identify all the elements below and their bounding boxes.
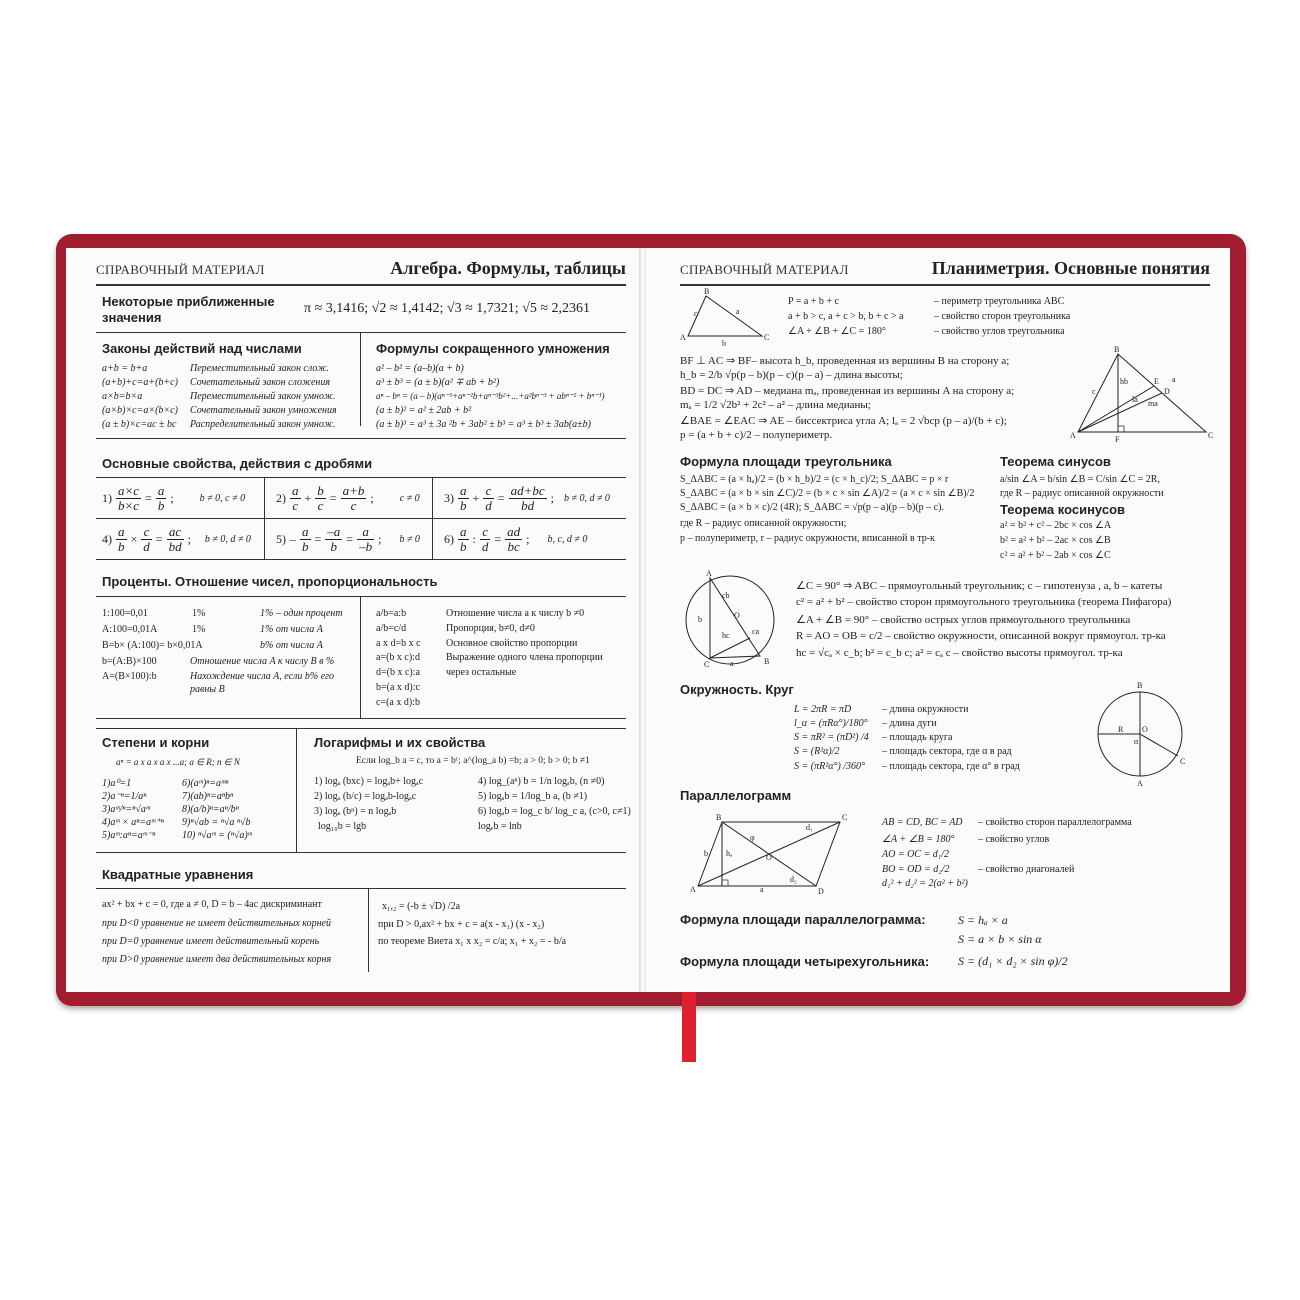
law-formula: (a×b)×c=a×(b×c) [102,405,178,416]
law-desc: Распределительный закон умнож. [190,419,336,430]
parallelogram-formula: ∠A + ∠B = 180° [882,834,955,845]
fraction: $\frac{ac}{bd}$ [168,524,182,554]
condition: c ≠ 0 [399,493,420,504]
svg-text:R: R [1118,725,1124,734]
right-header-label: СПРАВОЧНЫЙ МАТЕРИАЛ [680,262,849,277]
fraction: $\frac{b}{c}$ [317,483,324,513]
proportion-formula: a x d=b x c [376,638,421,649]
operator: = [329,491,337,505]
fraction: $\frac{-a}{b}$ [327,524,341,554]
svg-text:B: B [704,287,710,296]
condition: b ≠ 0, c ≠ 0 [199,493,246,504]
proportion-formula: a/b=c/d [376,623,407,634]
logs-rule: log₁₀b = lgb [318,821,367,832]
divider [96,718,626,719]
percent-desc: 1% от числа A [260,624,323,635]
percent-desc: b% от числа A [260,640,323,651]
parallelogram-desc: – свойство сторон параллелограмма [978,817,1132,828]
sines-title: Теорема синусов [1000,454,1111,469]
logs-rule: 6) logₐb = log_c b/ log_c a, (c>0, c≠1) [478,806,631,817]
circle-formula: S = πR² = (πD²) /4 [794,732,869,743]
percent-title: Проценты. Отношение чисел, пропорциональность [102,574,438,589]
divider [296,728,297,852]
svg-text:c: c [1092,387,1096,396]
svg-text:b: b [722,339,726,348]
fraction: $\frac{a}{b}$ [460,483,467,513]
area-title: Формула площади треугольника [680,454,892,469]
circle-formula: l_α = (πRα°)/180° [794,718,868,729]
svg-text:O: O [766,853,772,862]
approx-title: Некоторые приближенные значения [102,294,275,325]
proportion-formula: c=(a x d):b [376,697,420,708]
svg-text:a: a [736,307,740,316]
right-triangle-text: c² = a² + b² – свойство сторон прямоугольного треугольника (теорема Пифагора) [796,596,1172,608]
divider [96,477,626,478]
divider [96,332,626,333]
right-triangle-text: ∠C = 90° ⇒ ABC – прямоугольный треугольник; c – гипотенуза , a, b – катеты [796,580,1163,592]
powers-rule: 6)(aᵐ)ⁿ=aᵐⁿ [182,778,229,789]
divider [96,284,626,286]
powers-rule: 10) ⁿ√aᵐ = (ⁿ√a)ᵐ [182,830,252,841]
svg-text:a: a [730,659,734,668]
area-formula: S_ΔABC = (a × b × sin ∠C)/2 = (b × c × sin ∠A)/2 = (a × c × sin ∠B)/2 [680,488,975,499]
svg-text:B: B [764,657,770,666]
svg-text:la: la [1132,395,1138,404]
law-formula: a+b = b+a [102,363,148,374]
quad-rule: при D>0 уравнение имеет два действительных корня [102,954,332,965]
svg-text:E: E [1154,377,1159,386]
operator: = [314,532,322,546]
divider [432,477,433,559]
powers-rule: 7)(ab)ⁿ=aⁿbⁿ [182,791,234,802]
law-formula: (a+b)+c=a+(b+c) [102,377,178,388]
fraction: $\frac{a}{b}$ [302,524,309,554]
rule-num: 3) [444,491,454,505]
divider [680,284,1210,286]
percent-formula: A:100=0,01A [102,624,158,635]
right-triangle-text: R = AO = OB = c/2 – свойство окружности, описанной вокруг прямоугол. тр-ка [796,630,1166,642]
shortmul-formula: (a ± b)³ = a³ ± 3a ²b + 3ab² ± b³ = a³ ± b³ ± 3ab(a±b) [376,419,591,430]
left-header-title: Алгебра. Формулы, таблицы [390,258,626,278]
circle-diagram [1094,682,1190,786]
powers-rule: 5)aᵐ:aⁿ=aᵐ⁻ⁿ [102,830,156,841]
svg-text:O: O [734,611,740,620]
svg-text:A: A [690,885,696,894]
percent-desc: 1% – один процент [260,608,343,619]
parallelogram-formula: AO = OC = d₁/2 [882,849,949,860]
percent-desc: Нахождение числа A, если b% его [190,671,335,682]
shortmul-formula: (a ± b)² = a² ± 2ab + b² [376,405,472,416]
svg-text:C: C [1208,431,1214,440]
svg-text:a: a [760,885,764,894]
parallelogram-desc: – свойство углов [978,834,1050,845]
law-desc: Сочетательный закон умножения [190,405,337,416]
logs-rule: 4) log_(aⁿ) b = 1/n logₐb, (n ≠0) [478,776,605,787]
fraction: $\frac{a}{b}$ [118,524,125,554]
powers-title: Степени и корни [102,735,210,750]
quad-rule: при D=0 уравнение имеет действительный корень [102,936,320,947]
area-formula: S_ΔABC = (a × b × c)/2 (4R); S_ΔABC = √p(p – a)(p – b)(p – c). [680,502,944,513]
divider [96,596,626,597]
par-area-formula: S = a × b × sin α [958,932,1042,946]
law-formula: a×b=b×a [102,391,143,402]
shortmul-formula: a³ ± b³ = (a ± b)(a² ∓ ab + b²) [376,377,500,388]
svg-text:φ: φ [750,833,755,842]
circle-formula: L = 2πR = πD [794,704,852,715]
shortmul-formula: a² – b² = (a–b)(a + b) [376,363,464,374]
powers-rule: 2)a⁻ⁿ=1/aⁿ [102,791,147,802]
fraction: $\frac{a\times c}{b\times c}$ [118,483,140,513]
fraction: $\frac{ad}{bc}$ [507,524,521,554]
powers-rule: 3)aᵐ/ⁿ=ⁿ√aᵐ [102,804,150,815]
svg-text:C: C [704,660,710,669]
divider [368,888,369,972]
cosines-title: Теорема косинусов [1000,502,1125,517]
operator: = [145,491,152,505]
fraction-rule-1: 1) $\frac{a\times c}{b\times c}$ = $\frac{a}{b}$ ; b ≠ 0, c ≠ 0 [102,483,246,513]
quad-rule: при D<0 уравнение не имеет действительных корней [102,918,331,929]
area-note: где R – радиус описанной окружности; [680,518,847,529]
quad-formula: ax² + bx + c = 0, где a ≠ 0, D = b – 4ac дискриминант [102,899,322,910]
logs-rule: 1) logₐ (bxc) = logₐb+ logₐc [314,776,424,787]
svg-text:D: D [1164,387,1170,396]
proportion-desc: Пропорция, b≠0, d≠0 [446,623,535,634]
percent-desc: равны B [190,684,225,695]
fraction: $\frac{a}{-b}$ [359,524,373,554]
area-note: p – полупериметр, r – радиус окружности, вписанной в тр-к [680,533,935,544]
operator: × [130,532,138,546]
fraction-rule-3: 3) $\frac{a}{b}$ + $\frac{c}{d}$ = $\frac{ad+bc}{bd}$ ; b ≠ 0, d ≠ 0 [444,483,610,513]
fraction: $\frac{ad+bc}{bd}$ [510,483,545,513]
svg-text:A: A [706,569,712,578]
cosines-formula: b² = a² + b² – 2ac × cos ∠B [1000,535,1111,546]
svg-text:B: B [1114,345,1120,354]
divider [96,728,626,729]
semiperimeter-text: p = (a + b + c)/2 – полупериметр. [680,429,833,441]
sines-note: где R – радиус описанной окружности [1000,488,1164,499]
svg-text:ca: ca [752,627,760,636]
law-desc: Переместительный закон слож. [190,363,329,374]
divider [360,332,361,426]
quad-factor: при D > 0,ax² + bx + c = a(x - x₁) (x - x₂) [378,919,545,930]
percent-desc: Отношение числа A к числу B в % [190,656,335,667]
operator: = [346,532,354,546]
svg-text:B: B [716,813,722,822]
svg-text:α: α [1134,737,1139,746]
triangle-formula: a + b > c, a + c > b, b + c > a [788,311,904,322]
proportion-desc: Выражение одного члена пропорции [446,652,603,663]
par-area-formula: S = hₐ × a [958,913,1008,927]
divider [96,438,626,439]
parallelogram-desc: – свойство диагоналей [978,864,1075,875]
logs-rule: 5) logₐb = 1/log_b a, (b ≠1) [478,791,588,802]
divider [96,888,626,889]
logs-title: Логарифмы и их свойства [314,735,486,750]
circle-desc: – длина окружности [882,704,969,715]
rule-num: 5) [276,532,286,546]
proportion-formula: d=(b x c):a [376,667,420,678]
svg-text:A: A [680,333,686,342]
median-text: mₐ = 1/2 √2b² + 2c² – a² – длина медианы; [680,399,871,411]
operator: – [290,532,296,546]
triangle-desc: – периметр треугольника ABC [934,296,1065,307]
percent-formula: b=(A:B)×100 [102,656,157,667]
operator: = [155,532,163,546]
logs-definition: Если log_b a = c, то a = bᶜ; a^(log_a b) =b; a > 0; b > 0; b ≠1 [356,756,590,766]
svg-text:C: C [764,333,770,342]
fractions-title: Основные свойства, действия с дробями [102,456,373,471]
proportion-formula: a/b=a:b [376,608,407,619]
operator: = [497,491,505,505]
fraction-rule-5: 5) – $\frac{a}{b}$ = $\frac{-a}{b}$ = $\frac{a}{-b}$ ; b ≠ 0 [276,524,420,554]
proportion-desc: через остальные [446,667,517,678]
operator: : [472,532,476,546]
median-text: BD = DC ⇒ AD – медиана mₐ, проведенная из вершины A на сторону a; [680,385,1015,397]
quad-area-title: Формула площади четырехугольника: [680,954,930,969]
triangle-desc: – свойство углов треугольника [934,326,1065,337]
divider [96,518,626,519]
quad-vieta: по теореме Виета x₁ x x₂ = c/a; x₁ + x₂ = - b/a [378,936,567,947]
fraction: $\frac{c}{d}$ [143,524,150,554]
fraction-rule-6: 6) $\frac{a}{b}$ : $\frac{c}{d}$ = $\frac{ad}{bc}$ ; b, c, d ≠ 0 [444,524,588,554]
height-text: BF ⊥ AC ⇒ BF– высота h_b, проведенная из вершины B на сторону a; [680,355,1010,367]
parallelogram-formula: BO = OD = d₂/2 [882,864,950,875]
circle-formula: S = (πR²α°) /360° [794,761,866,772]
powers-rule: 1)a⁰=1 [102,778,132,789]
triangle-formula: P = a + b + c [788,296,839,307]
logs-rule: 2) logₐ (b/c) = logₐb-logₐc [314,791,417,802]
condition: b ≠ 0 [399,534,420,545]
svg-text:d₁: d₁ [806,823,813,832]
fraction: $\frac{c}{d}$ [485,483,492,513]
triangle-formula: ∠A + ∠B + ∠C = 180° [788,326,886,337]
bookmark-ribbon [682,990,696,1062]
triangle-desc: – свойство сторон треугольника [934,311,1071,322]
fraction: $\frac{a+b}{c}$ [342,483,365,513]
right-triangle-text: hc = √cₐ × c_b; b² = c_b c; a² = cₐ c – свойство высоты прямоугол. тр-ка [796,647,1123,659]
svg-text:B: B [1137,681,1143,690]
logs-rule: logₑb = lnb [478,821,522,832]
cosines-formula: a² = b² + c² – 2bc × cos ∠A [1000,520,1112,531]
laws-title: Законы действий над числами [102,341,302,356]
svg-text:cb: cb [722,591,730,600]
circle-formula: S = (R²α)/2 [794,746,840,757]
rule-num: 2) [276,491,286,505]
left-header-label: СПРАВОЧНЫЙ МАТЕРИАЛ [96,262,265,277]
svg-text:c: c [694,309,698,318]
right-header-title: Планиметрия. Основные понятия [931,258,1210,278]
powers-rule: 9)ⁿ√ab = ⁿ√a ⁿ√b [182,817,251,828]
proportion-formula: a=(b x c):d [376,652,420,663]
operator: + [304,491,312,505]
proportion-desc: Основное свойство пропорции [446,638,578,649]
svg-text:D: D [818,887,824,896]
law-formula: (a ± b)×c=ac ± bc [102,419,177,430]
circle-triangle-diagram [684,569,774,669]
svg-text:hb: hb [1120,377,1128,386]
circle-desc: – длина дуги [882,718,937,729]
fraction: $\frac{a}{c}$ [292,483,299,513]
circle-desc: – площадь круга [882,732,953,743]
percent-formula: B=b× (A:100)= b×0,01A [102,640,203,651]
parallelogram-title: Параллелограмм [680,788,792,803]
fraction: $\frac{a}{b}$ [460,524,467,554]
svg-text:hc: hc [722,631,730,640]
rule-num: 6) [444,532,454,546]
left-page [66,248,640,992]
operator: + [472,491,480,505]
fraction: $\frac{a}{b}$ [157,483,165,513]
svg-text:b: b [704,849,708,858]
parallelogram-diagram [690,813,850,896]
percent-value: 1% [192,608,206,619]
fraction-rule-4: 4) $\frac{a}{b}$ × $\frac{c}{d}$ = $\frac{ac}{bd}$ ; b ≠ 0, d ≠ 0 [102,524,251,554]
condition: b, c, d ≠ 0 [547,534,588,545]
sines-formula: a/sin ∠A = b/sin ∠B = C/sin ∠C = 2R, [1000,474,1160,485]
right-triangle-text: ∠A + ∠B = 90° – свойство острых углов прямоугольного треугольника [796,614,1131,626]
percent-formula: A=(B×100):b [102,671,157,682]
svg-text:a: a [1172,375,1176,384]
divider [96,852,626,853]
proportion-formula: b=(a x d):c [376,682,420,693]
bisector-text: ∠BAE = ∠EAC ⇒ AE – биссектриса угла A; lₐ = 2 √bcp (p – a)/(b + c); [680,415,1007,427]
logs-rule: 3) logₐ (bⁿ) = n logₐb [314,806,397,817]
triangle-heights-diagram [1068,345,1218,444]
shortmul-formula: aⁿ – bⁿ = (a – b)(aⁿ⁻¹+aⁿ⁻²b+aⁿ⁻³b²+...+a²bⁿ⁻³ + abⁿ⁻² + bⁿ⁻¹) [376,391,605,401]
circle-desc: – площадь сектора, где α° в град [882,761,1020,772]
law-desc: Переместительный закон умнож. [190,391,336,402]
svg-text:F: F [1115,435,1120,444]
quad-area-formula: S = (d₁ × d₂ × sin φ)/2 [958,954,1068,968]
cosines-formula: c² = a² + b² – 2ab × cos ∠C [1000,550,1111,561]
condition: b ≠ 0, d ≠ 0 [563,493,610,504]
quad-roots: x₁,₂ = (-b ± √D) /2a [382,901,461,912]
svg-text:O: O [1142,725,1148,734]
right-page [646,248,1230,992]
quad-title: Квадратные уравнения [102,867,254,882]
operator: = [494,532,502,546]
fraction: $\frac{c}{d}$ [481,524,489,554]
circle-desc: – площадь сектора, где α в рад [882,746,1012,757]
svg-text:C: C [1180,757,1186,766]
law-desc: Сочетательный закон сложения [190,377,331,388]
approx-values: π ≈ 3,1416; √2 ≈ 1,4142; √3 ≈ 1,7321; √5 ≈ 2,2361 [304,301,591,316]
svg-text:d₂: d₂ [790,875,797,884]
svg-text:ma: ma [1148,399,1158,408]
triangle-diagram [680,287,770,348]
parallelogram-formula: d₁² + d₂² = 2(a² + b²) [882,878,968,889]
divider [96,559,626,560]
par-area-title: Формула площади параллелограмма: [680,912,926,927]
circle-title: Окружность. Круг [680,682,794,697]
powers-definition: aⁿ = a x a x a x ...a; a ∈ R; n ∈ N [116,757,240,767]
svg-text:C: C [842,813,848,822]
percent-formula: 1:100=0,01 [102,608,148,619]
parallelogram-formula: AB = CD, BC = AD [882,817,963,828]
powers-rule: 4)aᵐ × aⁿ=aᵐ⁺ⁿ [102,817,164,828]
percent-value: 1% [192,624,206,635]
svg-text:hₐ: hₐ [726,849,733,858]
powers-rule: 8)(a/b)ⁿ=aⁿ/bⁿ [182,804,239,815]
area-formula: S_ΔABC = (a × hₐ)/2 = (b × h_b)/2 = (c × h_c)/2; S_ΔABC = p × r [680,474,949,485]
height-text: h_b = 2/b √p(p – b)(p – c)(p – a) – длина высоты; [680,369,903,381]
divider [264,477,265,559]
rule-num: 1) [102,491,112,505]
svg-text:b: b [698,615,702,624]
proportion-desc: Отношение числа a к числу b ≠0 [446,608,585,619]
condition: b ≠ 0, d ≠ 0 [204,534,251,545]
divider [360,596,361,718]
shortmul-title: Формулы сокращенного умножения [376,341,610,356]
svg-text:A: A [1137,779,1143,788]
svg-text:A: A [1070,431,1076,440]
fraction-rule-2: 2) $\frac{a}{c}$ + $\frac{b}{c}$ = $\frac{a+b}{c}$ ; c ≠ 0 [276,483,420,513]
rule-num: 4) [102,532,112,546]
